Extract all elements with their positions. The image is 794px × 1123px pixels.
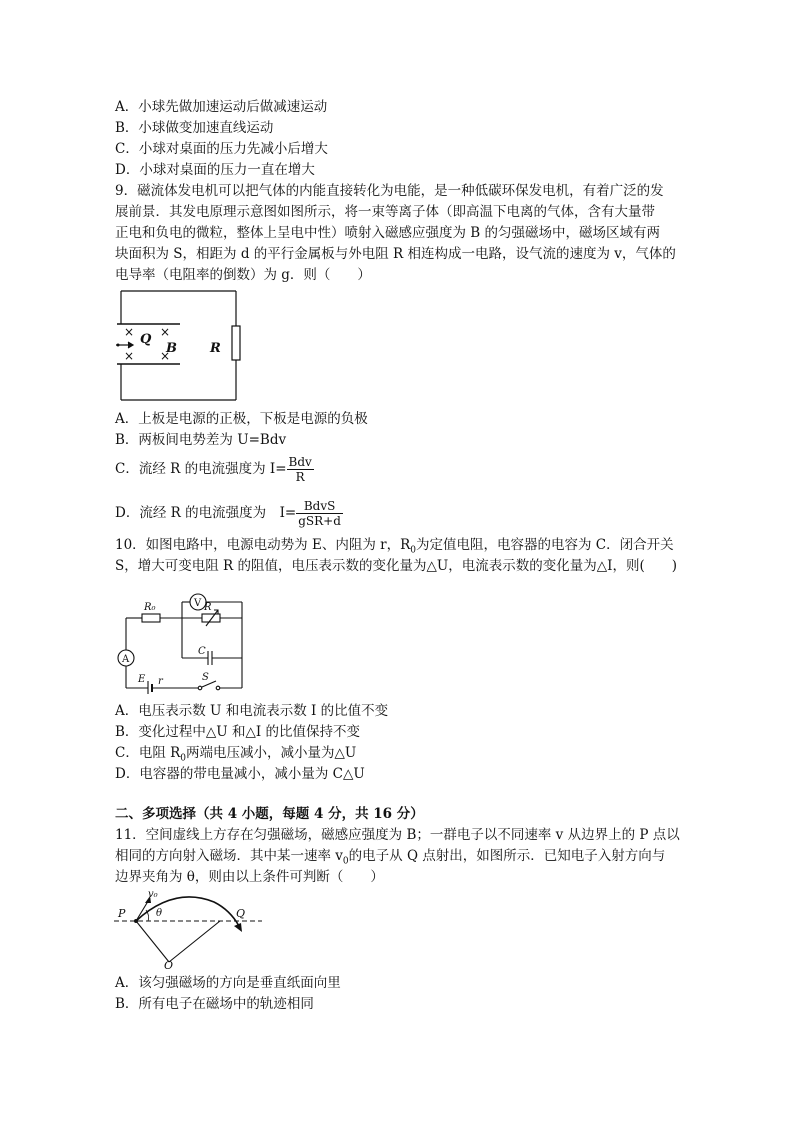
q9-option-c — [115, 455, 314, 484]
angle-theta-label: θ — [156, 908, 163, 919]
mhd-generator-figure — [112, 288, 247, 403]
q9-stem-line-4: 块面积为 S，相距为 d 的平行金属板与外电阻 R 相连构成一电路，设气流的速度为 v，气体的 — [115, 246, 676, 262]
velocity-v0-label: v₀ — [148, 889, 158, 900]
cross-mark: × — [124, 325, 135, 339]
r-label: R — [204, 602, 212, 613]
electron-trajectory-figure — [112, 888, 264, 970]
q9-stem-line-2: 展前景．其发电原理示意图如图所示，将一束等离子体（即高温下电离的气体，含有大量带 — [115, 204, 655, 220]
q9-option-a: A．上板是电源的正极，下板是电源的负极 — [115, 411, 368, 427]
center-o-label: O — [164, 959, 174, 970]
q10-option-c: C．电阻 $R_0$两端电压减小，减小量为△U — [115, 745, 357, 764]
q10-stem-line-2: S，增大可变电阻 R 的阻值，电压表示数的变化量为△U，电流表示数的变化量为△I，则( ) — [115, 558, 678, 574]
label-r: R — [210, 341, 221, 356]
label-b: B — [166, 341, 177, 356]
cross-mark: × — [124, 349, 135, 363]
q10-stem-line-1: 10．如图电路中，电源电动势为 E、内阻为 r，$R_0$为定值电阻，电容器的电容为 C．闭合开关 — [115, 537, 674, 556]
q9-stem-line-1: 9．磁流体发电机可以把气体的内能直接转化为电能，是一种低碳环保发电机，有着广泛的发 — [115, 183, 664, 199]
q9-option-d-fraction: $\frac{\text{BdvS}}{\text{gSR+d}}$ — [298, 499, 341, 528]
emf-label: E — [138, 674, 146, 685]
circuit-figure — [112, 582, 250, 694]
q10-option-b: B．变化过程中△U 和△I 的比值保持不变 — [115, 724, 360, 740]
q9-option-c-fraction: $\frac{\text{Bdv}}{R}$ — [288, 455, 312, 484]
q8-option-b: B．小球做变加速直线运动 — [115, 120, 274, 136]
switch-label: S — [202, 672, 209, 683]
r0-label: R₀ — [144, 602, 156, 613]
ammeter-label: A — [122, 654, 130, 665]
q9-option-d-text: D．流经 R 的电流强度为 I= — [115, 505, 297, 521]
section-heading: 二、多项选择（共 4 小题，每题 4 分，共 16 分） — [115, 806, 424, 822]
label-q: Q — [140, 332, 152, 347]
q9-stem-line-3: 正电和负电的微粒，整体上呈电中性）喷射入磁感应强度为 B 的匀强磁场中，磁场区域有两 — [115, 225, 661, 241]
cross-mark: × — [160, 349, 171, 363]
q10-option-a: A．电压表示数 U 和电流表示数 I 的比值不变 — [115, 703, 389, 719]
capacitor-label: C — [198, 646, 206, 657]
q11-option-b: B．所有电子在磁场中的轨迹相同 — [115, 996, 314, 1012]
q11-stem-line-2: 相同的方向射入磁场．其中某一速率 $v_0$的电子从 Q 点射出，如图所示．已知电子入射方向与 — [115, 848, 666, 867]
voltmeter-label: V — [194, 598, 202, 609]
q11-stem-line-1: 11．空间虚线上方存在匀强磁场，磁感应强度为 B；一群电子以不同速率 v 从边界上的 P 点以 — [115, 827, 680, 843]
internal-r-label: r — [158, 676, 163, 687]
q11-stem-line-3: 边界夹角为 θ，则由以上条件可判断（ ） — [115, 869, 384, 885]
q9-option-c-text: C．流经 R 的电流强度为 I= — [115, 461, 287, 477]
q10-option-d: D．电容器的带电量减小，减小量为 C△U — [115, 766, 365, 782]
q11-option-a: A．该匀强磁场的方向是垂直纸面向里 — [115, 975, 341, 991]
q9-stem-line-5: 电导率（电阻率的倒数）为 g．则（ ） — [115, 267, 371, 283]
q9-option-b: B．两板间电势差为 U=Bdv — [115, 432, 287, 448]
q8-option-c: C．小球对桌面的压力先减小后增大 — [115, 141, 328, 157]
q9-option-d — [115, 499, 343, 528]
q8-option-a: A．小球先做加速运动后做减速运动 — [115, 99, 328, 115]
point-q-label: Q — [236, 907, 246, 920]
q8-option-d: D．小球对桌面的压力一直在增大 — [115, 162, 315, 178]
cross-mark: × — [160, 325, 171, 339]
point-p-label: P — [118, 907, 126, 920]
